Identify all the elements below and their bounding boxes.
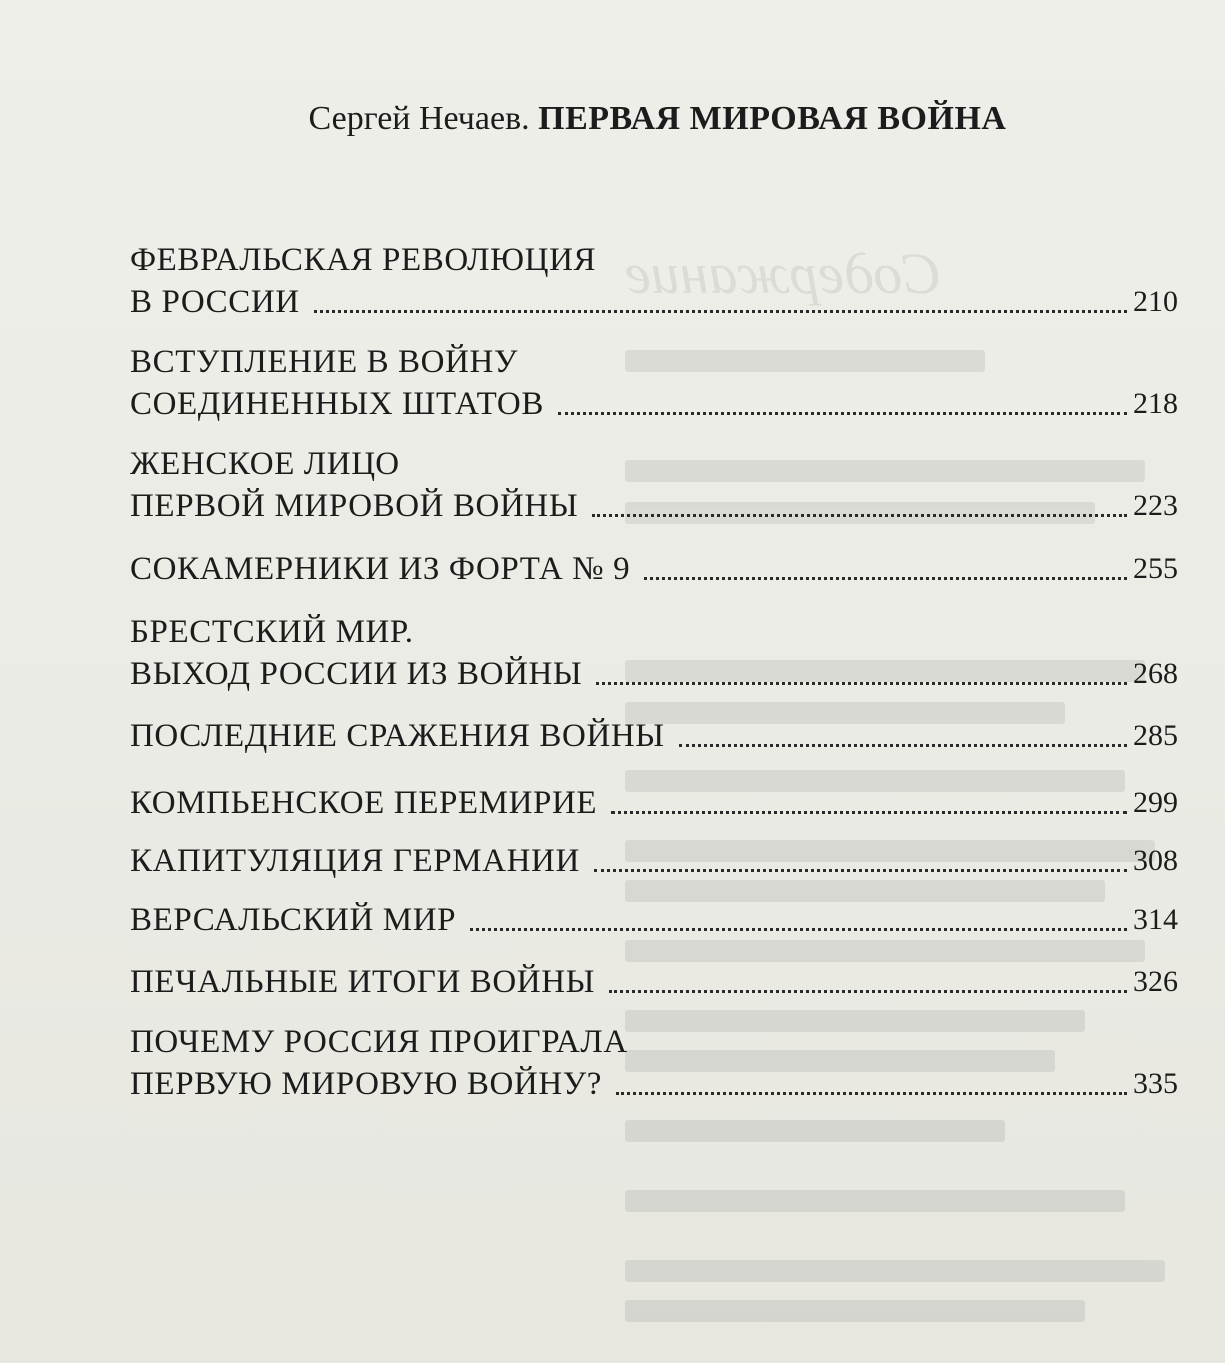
toc-entry-title-line: ПОЧЕМУ РОССИЯ ПРОИГРАЛА	[130, 1024, 628, 1060]
book-title: ПЕРВАЯ МИРОВАЯ ВОЙНА	[538, 100, 1007, 137]
toc-entry-title-line: ПЕЧАЛЬНЫЕ ИТОГИ ВОЙНЫ	[130, 964, 596, 1000]
toc-page-number: 335	[1133, 1067, 1178, 1100]
toc-page-number: 223	[1133, 489, 1178, 522]
toc-entry-title-line: ПЕРВУЮ МИРОВУЮ ВОЙНУ?	[130, 1066, 602, 1102]
toc-entry-title-line: СОКАМЕРНИКИ ИЗ ФОРТА № 9	[130, 551, 631, 587]
dot-leader	[679, 743, 1127, 747]
dot-leader	[611, 810, 1127, 814]
toc-page-number: 285	[1133, 719, 1178, 752]
dot-leader	[616, 1091, 1127, 1095]
toc-entry-title-line: КОМПЬЕНСКОЕ ПЕРЕМИРИЕ	[130, 785, 598, 821]
dot-leader	[594, 868, 1127, 872]
toc-page-number: 314	[1133, 903, 1178, 936]
toc-entry-title-line: ВЕРСАЛЬСКИЙ МИР	[130, 902, 457, 938]
bleed-through-heading: Содержание	[625, 241, 942, 306]
toc-entry-title-line: В РОССИИ	[130, 284, 300, 320]
dot-leader	[609, 989, 1127, 993]
toc-page-number: 255	[1133, 552, 1178, 585]
running-header	[0, 96, 1225, 142]
toc-entry-title-line: КАПИТУЛЯЦИЯ ГЕРМАНИИ	[130, 843, 580, 879]
author-name: Сергей Нечаев.	[308, 100, 530, 137]
toc-entry-title-line: ВЫХОД РОССИИ ИЗ ВОЙНЫ	[130, 656, 583, 692]
toc-page-number: 326	[1133, 965, 1178, 998]
dot-leader	[644, 576, 1127, 580]
toc-entry-title-line: ЖЕНСКОЕ ЛИЦО	[130, 446, 400, 482]
dot-leader	[596, 681, 1127, 685]
toc-page-number: 308	[1133, 844, 1178, 877]
toc-entry-title-line: ПЕРВОЙ МИРОВОЙ ВОЙНЫ	[130, 488, 579, 524]
toc-entry-title-line: СОЕДИНЕННЫХ ШТАТОВ	[130, 386, 544, 422]
toc-entry-title-line: БРЕСТСКИЙ МИР.	[130, 614, 414, 650]
toc-entry-title-line: ФЕВРАЛЬСКАЯ РЕВОЛЮЦИЯ	[130, 242, 597, 278]
toc-page-number: 210	[1133, 285, 1178, 318]
toc-page-number: 268	[1133, 657, 1178, 690]
dot-leader	[558, 411, 1127, 415]
dot-leader	[470, 927, 1127, 931]
toc-page-number: 299	[1133, 786, 1178, 819]
toc-entry-title-line: ВСТУПЛЕНИЕ В ВОЙНУ	[130, 344, 518, 380]
toc-page-number: 218	[1133, 387, 1178, 420]
dot-leader	[592, 513, 1127, 517]
dot-leader	[314, 309, 1127, 313]
toc-entry-title-line: ПОСЛЕДНИЕ СРАЖЕНИЯ ВОЙНЫ	[130, 718, 665, 754]
